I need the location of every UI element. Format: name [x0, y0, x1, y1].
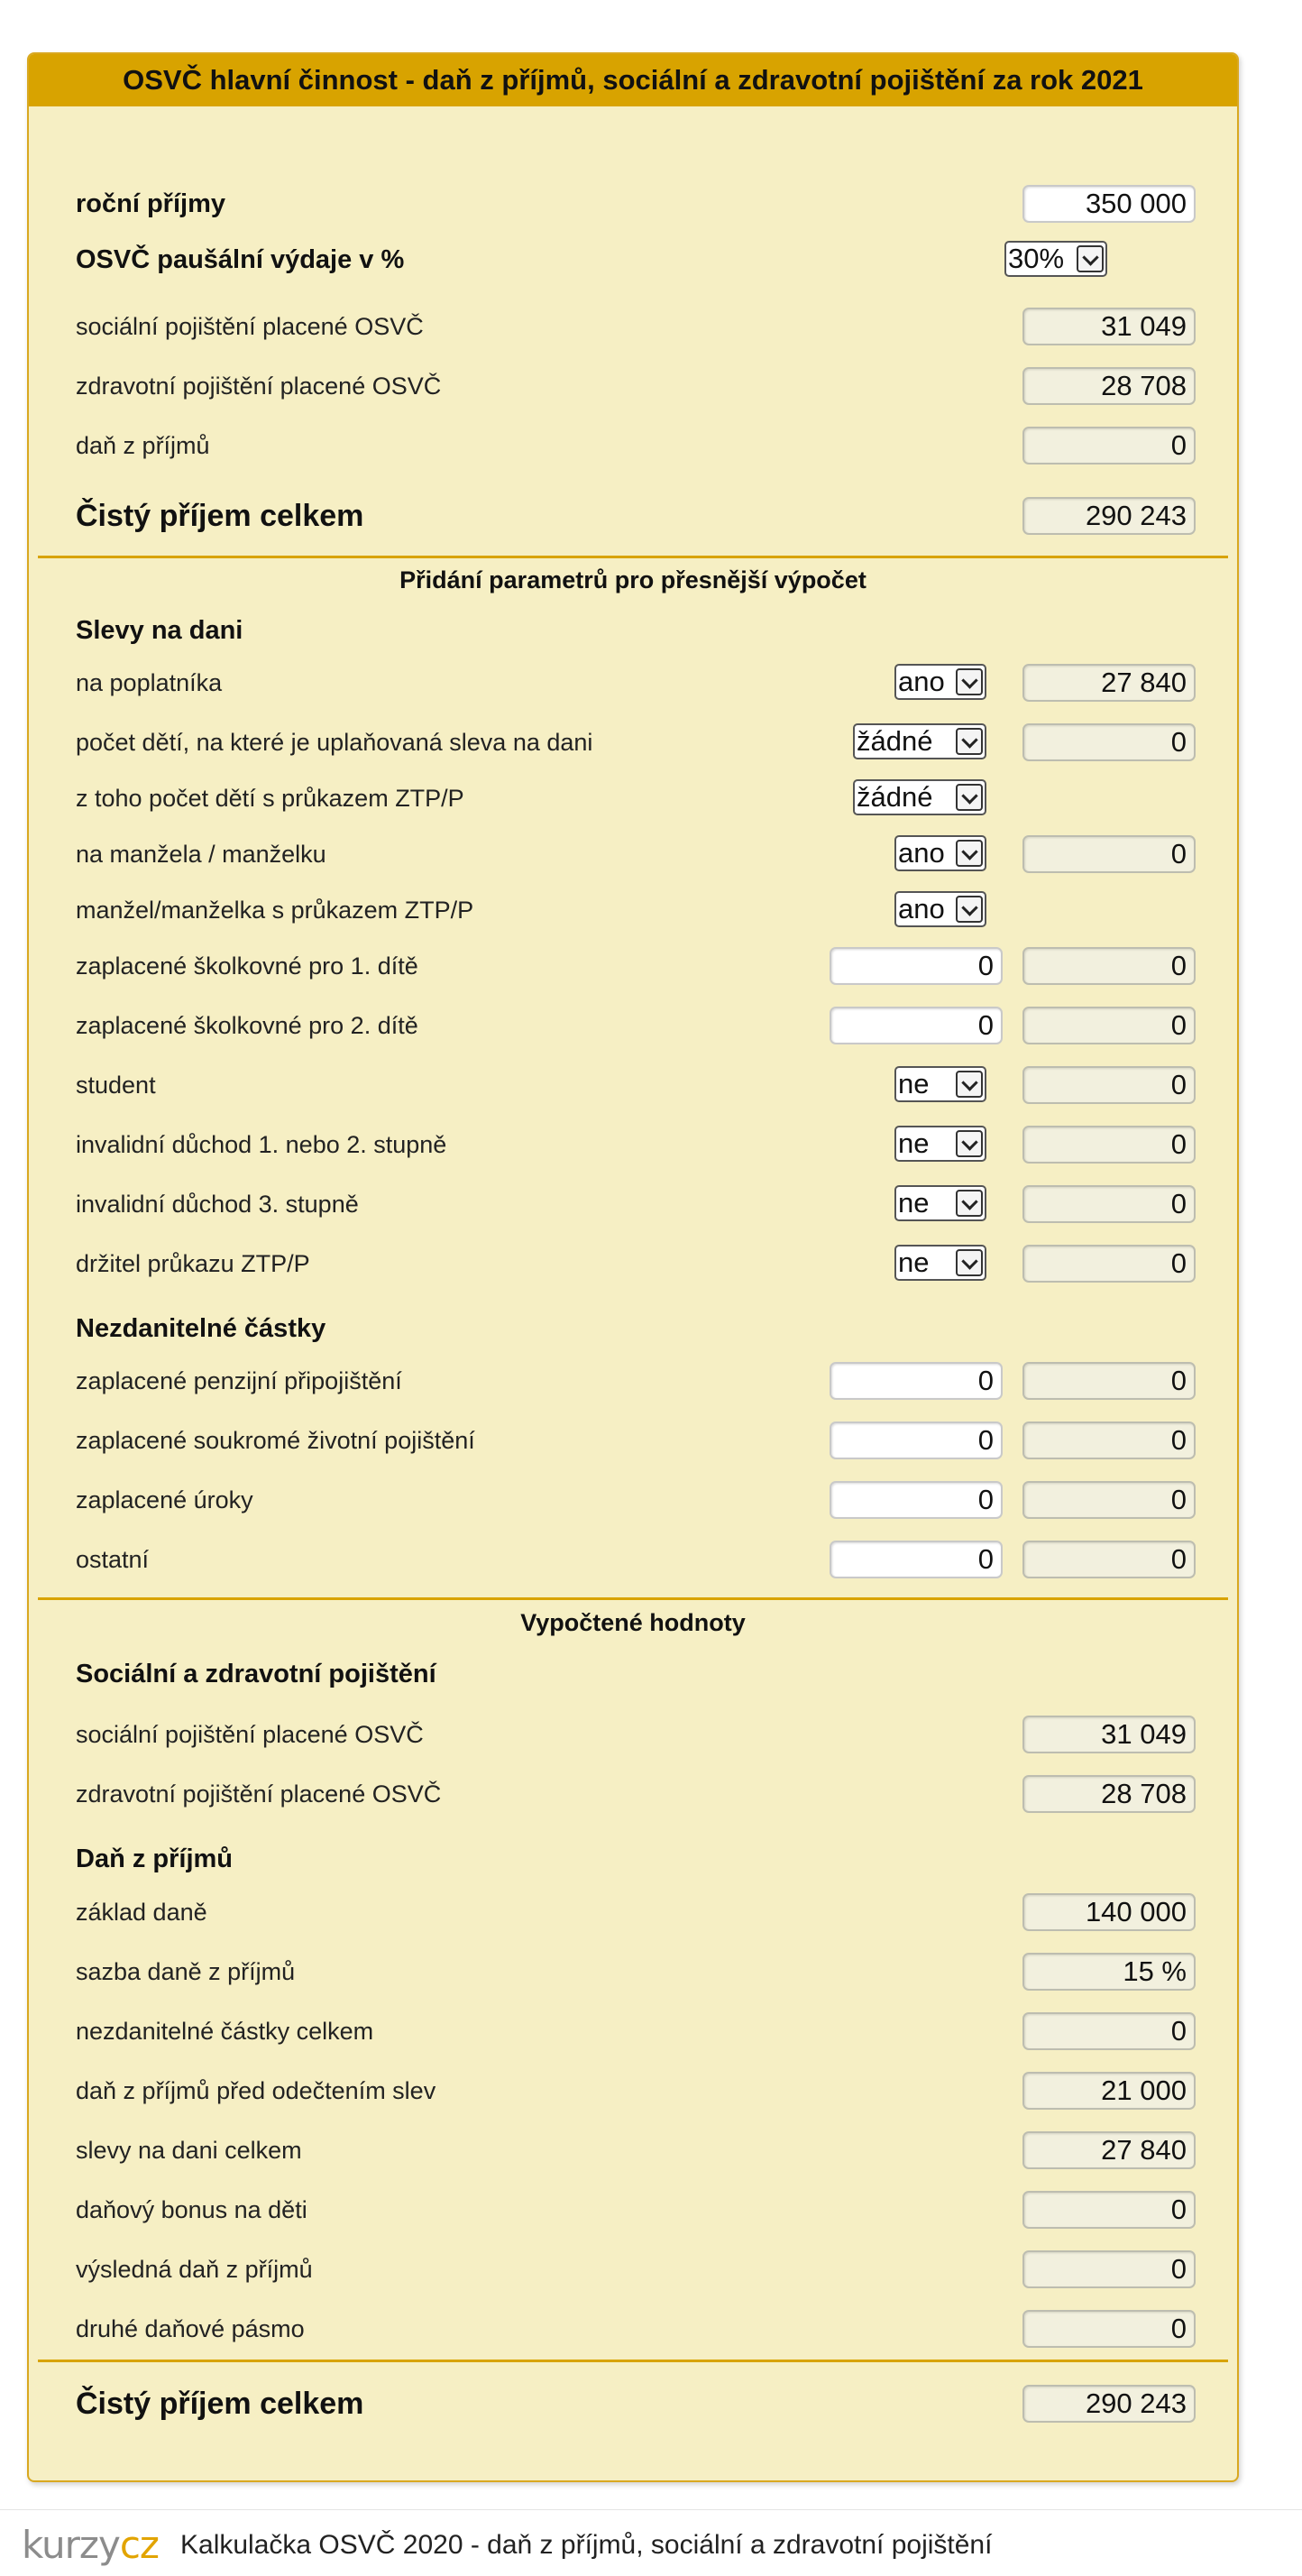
credit-input[interactable]: 0	[830, 947, 1003, 985]
computed-output: 0	[1022, 2012, 1196, 2050]
income-tax-row	[76, 425, 1187, 466]
chevron-down-icon	[956, 1190, 983, 1217]
tax-credits-heading: Slevy na dani	[76, 616, 243, 645]
credit-select[interactable]	[894, 891, 986, 927]
nontaxable-label: zaplacené penzijní připojištění	[76, 1367, 402, 1394]
nontaxable-input[interactable]: 0	[830, 1481, 1003, 1519]
computed-row	[76, 2249, 1187, 2290]
credit-label: počet dětí, na které je uplaňovaná sleva na dani	[76, 729, 593, 756]
computed-label: druhé daňové pásmo	[76, 2315, 305, 2342]
net-income-output: 290 243	[1022, 497, 1196, 535]
logo-part1: kurzy	[22, 2523, 120, 2567]
insurance-heading-row	[76, 1653, 1179, 1695]
credit-select[interactable]	[853, 723, 986, 759]
footer	[0, 2509, 1302, 2576]
select-value: ne	[898, 1127, 930, 1159]
chevron-down-icon	[956, 896, 983, 923]
nontaxable-row	[76, 1539, 1187, 1580]
tax-credits-heading-row	[76, 610, 1179, 651]
credit-label: invalidní důchod 3. stupně	[76, 1191, 359, 1218]
health-output: 28 708	[1022, 367, 1196, 405]
nontaxable-input[interactable]: 0	[830, 1362, 1003, 1400]
credit-output: 0	[1022, 1126, 1196, 1164]
select-value: ne	[898, 1247, 930, 1278]
credit-output: 0	[1022, 835, 1196, 873]
final-net-income-label: Čistý příjem celkem	[76, 2387, 364, 2421]
income-tax-output: 0	[1022, 427, 1196, 465]
logo-part2: cz	[119, 2523, 159, 2567]
select-value: ano	[898, 893, 945, 925]
select-value: ne	[898, 1187, 930, 1219]
credit-output: 0	[1022, 947, 1196, 985]
nontaxable-heading: Nezdanitelné částky	[76, 1314, 326, 1343]
computed-label: slevy na dani celkem	[76, 2137, 302, 2164]
computed-output: 0	[1022, 2310, 1196, 2348]
annual-income-row	[76, 183, 1187, 225]
flat-expenses-row	[76, 239, 1179, 281]
credit-select[interactable]	[853, 779, 986, 815]
chevron-down-icon	[956, 728, 983, 755]
computed-row	[76, 1714, 1187, 1755]
computed-row	[76, 2308, 1187, 2350]
computed-row	[76, 1951, 1187, 1992]
computed-row	[76, 1891, 1187, 1933]
chevron-down-icon	[956, 1130, 983, 1157]
credit-output: 0	[1022, 1066, 1196, 1104]
flat-expenses-label: OSVČ paušální výdaje v %	[76, 245, 405, 274]
annual-income-input[interactable]: 350 000	[1022, 185, 1196, 223]
nontaxable-input[interactable]: 0	[830, 1421, 1003, 1459]
tax-heading: Daň z příjmů	[76, 1845, 234, 1873]
credit-row	[76, 1064, 1187, 1106]
credit-row	[76, 722, 1187, 763]
credit-select[interactable]	[894, 664, 986, 700]
social-row	[76, 306, 1187, 347]
chevron-down-icon	[956, 784, 983, 811]
credit-label: manžel/manželka s průkazem ZTP/P	[76, 897, 474, 924]
computed-output: 15 %	[1022, 1953, 1196, 1991]
computed-row	[76, 2070, 1187, 2111]
select-value: ano	[898, 666, 945, 697]
nontaxable-row	[76, 1420, 1187, 1461]
computed-output: 0	[1022, 2250, 1196, 2288]
net-income-label: Čistý příjem celkem	[76, 499, 364, 533]
nontaxable-row	[76, 1360, 1187, 1402]
credit-select[interactable]	[894, 1066, 986, 1102]
params-section-title: Přidání parametrů pro přesnější výpočet	[399, 566, 866, 593]
credit-row	[76, 1124, 1187, 1165]
nontaxable-heading-row	[76, 1308, 1179, 1349]
credit-label: zaplacené školkovné pro 1. dítě	[76, 952, 418, 980]
select-value: ne	[898, 1068, 930, 1099]
computed-output: 21 000	[1022, 2072, 1196, 2110]
credit-output: 0	[1022, 1185, 1196, 1223]
net-income-row	[76, 495, 1187, 537]
annual-income-label: roční příjmy	[76, 189, 225, 218]
credit-row	[76, 833, 1187, 875]
select-value: žádné	[857, 725, 933, 757]
nontaxable-label: zaplacené soukromé životní pojištění	[76, 1427, 475, 1454]
computed-output: 31 049	[1022, 1716, 1196, 1753]
credit-label: držitel průkazu ZTP/P	[76, 1250, 310, 1277]
chevron-down-icon	[956, 1071, 983, 1098]
computed-output: 140 000	[1022, 1893, 1196, 1931]
computed-label: daňový bonus na děti	[76, 2196, 307, 2223]
calculator-panel	[27, 52, 1239, 2482]
credit-output: 0	[1022, 1007, 1196, 1044]
computed-label: nezdanitelné částky celkem	[76, 2018, 374, 2045]
credit-label: na manžela / manželku	[76, 841, 326, 868]
computed-label: daň z příjmů před odečtením slev	[76, 2077, 436, 2104]
credit-output: 27 840	[1022, 664, 1196, 702]
social-label: sociální pojištění placené OSVČ	[76, 313, 424, 340]
credit-output: 0	[1022, 723, 1196, 761]
nontaxable-output: 0	[1022, 1541, 1196, 1578]
credit-label: na poplatníka	[76, 669, 223, 696]
computed-label: sazba daně z příjmů	[76, 1958, 296, 1985]
computed-label: zdravotní pojištění placené OSVČ	[76, 1780, 442, 1808]
computed-output: 28 708	[1022, 1775, 1196, 1813]
select-value: ano	[898, 837, 945, 869]
divider	[38, 2360, 1228, 2362]
credit-label: z toho počet dětí s průkazem ZTP/P	[76, 785, 464, 812]
credit-input[interactable]: 0	[830, 1007, 1003, 1044]
computed-output: 27 840	[1022, 2131, 1196, 2169]
footer-text: Kalkulačka OSVČ 2020 - daň z příjmů, sociální a zdravotní pojištění	[180, 2530, 993, 2560]
computed-row	[76, 2130, 1187, 2171]
flat-expenses-value: 30%	[1008, 243, 1065, 274]
credit-row	[76, 1243, 1187, 1284]
computed-label: výsledná daň z příjmů	[76, 2256, 313, 2283]
flat-expenses-select[interactable]	[1004, 241, 1107, 277]
panel-title: OSVČ hlavní činnost - daň z příjmů, sociální a zdravotní pojištění za rok 2021	[29, 54, 1237, 106]
computed-row	[76, 1773, 1187, 1815]
health-label: zdravotní pojištění placené OSVČ	[76, 373, 442, 400]
credit-label: zaplacené školkovné pro 2. dítě	[76, 1012, 418, 1039]
credit-row	[76, 945, 1187, 987]
computed-output: 0	[1022, 2191, 1196, 2229]
income-tax-label: daň z příjmů	[76, 432, 210, 459]
computed-row	[76, 2010, 1187, 2052]
chevron-down-icon	[956, 1249, 983, 1276]
credit-row	[76, 777, 1179, 819]
select-value: žádné	[857, 781, 933, 813]
nontaxable-output: 0	[1022, 1421, 1196, 1459]
computed-label: základ daně	[76, 1899, 207, 1926]
credit-row	[76, 889, 1179, 931]
divider	[38, 1597, 1228, 1600]
chevron-down-icon	[956, 840, 983, 867]
nontaxable-label: ostatní	[76, 1546, 150, 1573]
health-row	[76, 365, 1187, 407]
nontaxable-label: zaplacené úroky	[76, 1486, 253, 1513]
computed-row	[76, 2189, 1187, 2231]
credit-row	[76, 662, 1187, 704]
credit-output: 0	[1022, 1245, 1196, 1283]
tax-heading-row	[76, 1838, 1179, 1880]
insurance-heading: Sociální a zdravotní pojištění	[76, 1660, 436, 1688]
chevron-down-icon	[956, 668, 983, 695]
credit-select[interactable]	[894, 835, 986, 871]
social-output: 31 049	[1022, 308, 1196, 345]
credit-row	[76, 1183, 1187, 1225]
credit-select[interactable]	[894, 1245, 986, 1281]
credit-select[interactable]	[894, 1126, 986, 1162]
nontaxable-input[interactable]: 0	[830, 1541, 1003, 1578]
nontaxable-row	[76, 1479, 1187, 1521]
final-net-income-output: 290 243	[1022, 2385, 1196, 2423]
computed-label: sociální pojištění placené OSVČ	[76, 1721, 424, 1748]
credit-label: invalidní důchod 1. nebo 2. stupně	[76, 1131, 447, 1158]
divider	[38, 556, 1228, 558]
credit-label: student	[76, 1072, 156, 1099]
credit-select[interactable]	[894, 1185, 986, 1221]
kurzy-cz-logo[interactable]	[22, 2523, 159, 2567]
chevron-down-icon	[1077, 245, 1104, 272]
credit-row	[76, 1005, 1187, 1046]
final-net-income-row	[76, 2383, 1187, 2424]
nontaxable-output: 0	[1022, 1481, 1196, 1519]
nontaxable-output: 0	[1022, 1362, 1196, 1400]
computed-section-title: Vypočtené hodnoty	[520, 1609, 746, 1636]
